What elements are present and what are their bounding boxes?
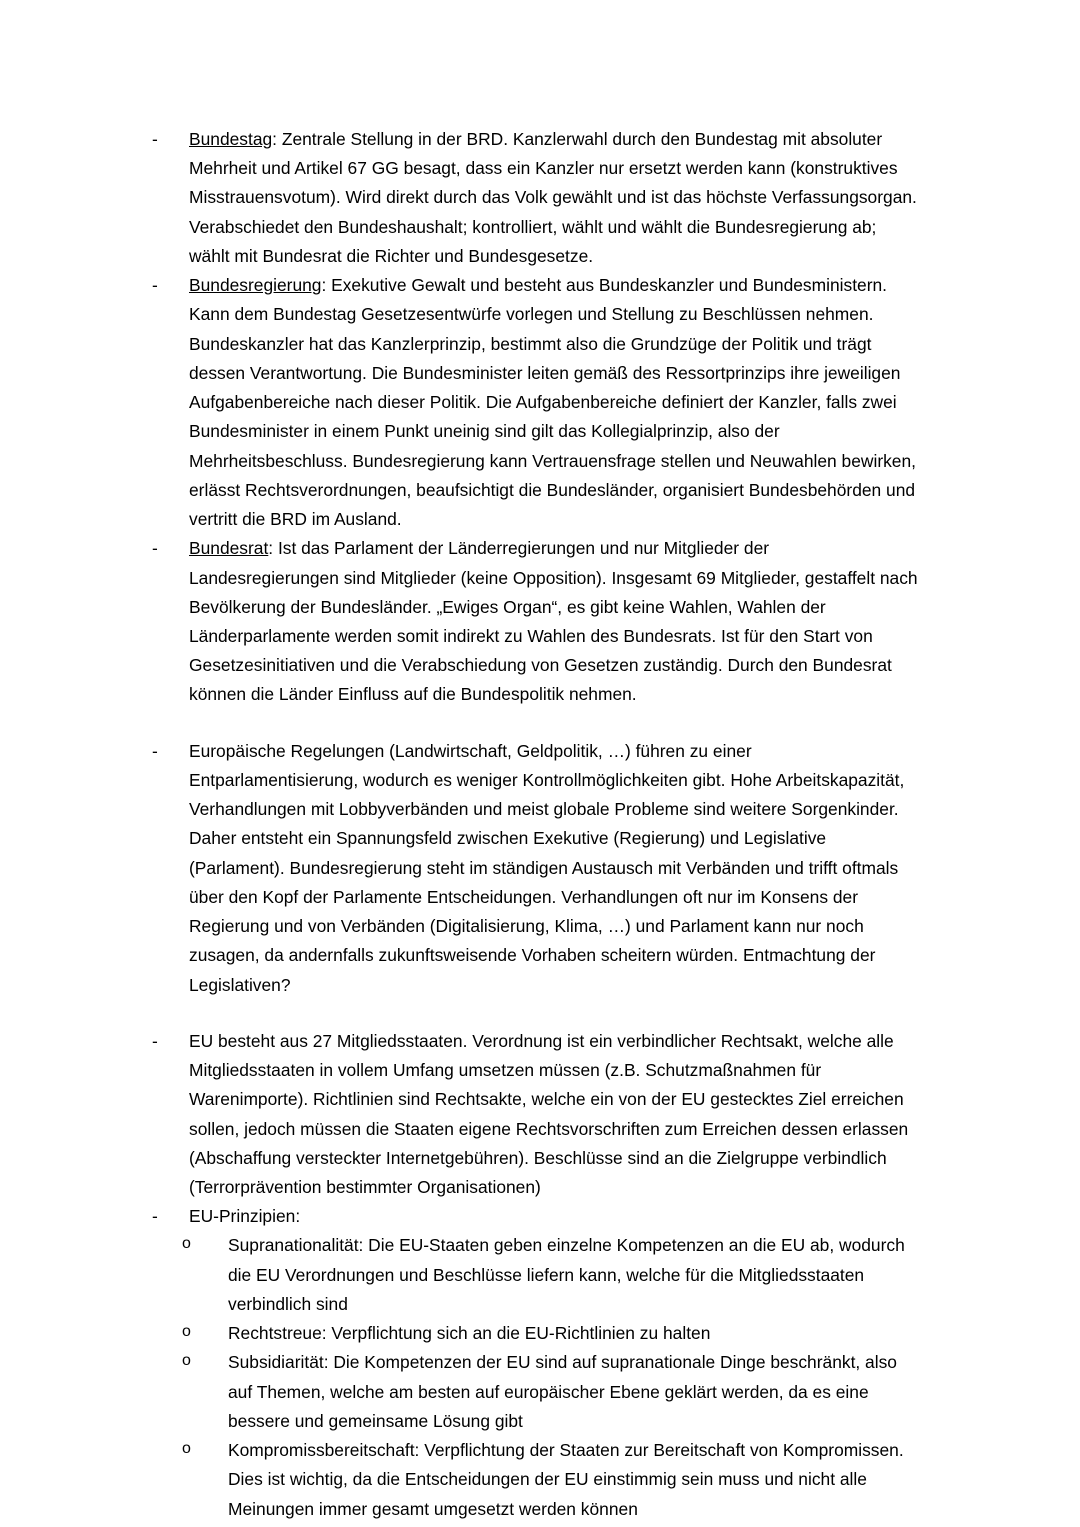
list-item [182, 1436, 920, 1524]
sub-item-text: Rechtstreue: Verpflichtung sich an die EU-Richtlinien zu halten [228, 1323, 711, 1344]
list-item [182, 1231, 920, 1319]
bullet-marker: - [152, 129, 158, 149]
paragraph-spacer [152, 1000, 920, 1027]
term-bundesrat: Bundesrat [189, 538, 269, 559]
second-bullet-list [152, 737, 920, 1000]
sub-bullet-marker: o [182, 1440, 191, 1458]
list-item [152, 534, 920, 709]
main-bullet-list [152, 125, 920, 710]
term-bundestag: Bundestag [189, 129, 273, 149]
third-bullet-list [152, 1027, 920, 1232]
eu-prinzipien-sublist [152, 1231, 920, 1523]
bullet-marker: - [152, 1206, 158, 1227]
list-item-content [189, 125, 920, 271]
document-body [152, 125, 920, 1524]
sub-item-text: Supranationalität: Die EU-Staaten geben einzelne Kompetenzen an die EU ab, wodurch die EU Verordnungen und Beschlüsse liefern kann, welche für die Mitgliedsstaaten verbindlich sind [228, 1235, 905, 1314]
bullet-marker: - [152, 1030, 158, 1051]
list-item [182, 1319, 920, 1348]
sub-item-text: Subsidiarität: Die Kompetenzen der EU sind auf supranationale Dinge beschränkt, also auf Themen, welche am besten auf europäischer Ebene geklärt werden, da es eine bessere und gemeinsame Lösung gibt [228, 1352, 897, 1431]
list-item-text: Europäische Regelungen (Landwirtschaft, Geldpolitik, …) führen zu einer Entparlamentisierung, wodurch es weniger Kontrollmöglichkeiten gibt. Hohe Arbeitskapazität, Verhandlungen mit Lobbyverbänden und meist globale Probleme sind weitere Sorgenkinder. Daher entsteht ein Spannungsfeld zwischen Exekutive (Regierung) und Legislative (Parlament). Bundesregierung steht im ständigen Austausch mit Verbänden und trifft oftmals über den Kopf der Parlamente Entscheidungen. Verhandlungen oft nur im Konsens der Regierung und von Verbänden (Digitalisierung, Klima, …) und Parlament kann nur noch zusagen, da andernfalls zukunftsweisende Vorhaben scheitern würden. Entmachtung der Legislativen? [189, 740, 905, 995]
list-item [152, 737, 920, 1000]
list-item-text: : Ist das Parlament der Länderregierungen und nur Mitglieder der Landesregierungen sind Mitglieder (keine Opposition). Insgesamt 69 Mitglieder, gestaffelt nach Bevölkerung der Bundesländer. „Ewiges Organ“, es gibt keine Wahlen, Wahlen der Länderparlamente werden somit indirekt zu Wahlen des Bundesrats. Ist für den Start von Gesetzesinitiativen und die Verabschiedung von Gesetzen zuständig. Durch den Bundesrat können die Länder Einfluss auf die Bundespolitik nehmen. [189, 538, 918, 705]
list-item-content [189, 271, 920, 534]
list-item-text: EU besteht aus 27 Mitgliedsstaaten. Verordnung ist ein verbindlicher Rechtsakt, welche alle Mitgliedsstaaten in vollem Umfang umsetzen müssen (z.B. Schutzmaßnahmen für Warenimporte). Richtlinien sind Rechtsakte, welche ein von der EU gestecktes Ziel erreichen sollen, jedoch müssen die Staaten eigene Rechtsvorschriften zum Erreichen dessen erlassen (Abschaffung versteckter Internetgebühren). Beschlüsse sind an die Zielgruppe verbindlich (Terrorprävention bestimmter Organisationen) [189, 1030, 909, 1197]
sub-item-text: Kompromissbereitschaft: Verpflichtung der Staaten zur Bereitschaft von Kompromissen. Dies ist wichtig, da die Entscheidungen der EU einstimmig sein muss und nicht alle Meinungen immer gesamt umgesetzt werden können [228, 1440, 904, 1519]
list-item [152, 1027, 920, 1202]
list-item [182, 1348, 920, 1436]
sub-bullet-marker: o [182, 1323, 191, 1341]
term-bundesregierung: Bundesregierung [189, 275, 322, 296]
list-item-text: EU-Prinzipien: [189, 1206, 301, 1227]
bullet-marker: - [152, 740, 158, 761]
paragraph-spacer [152, 710, 920, 737]
sub-bullet-marker: o [182, 1352, 191, 1370]
list-item [152, 1202, 920, 1231]
list-item-text: : Zentrale Stellung in der BRD. Kanzlerwahl durch den Bundestag mit absoluter Mehrheit und Artikel 67 GG besagt, dass ein Kanzler nur ersetzt werden kann (konstruktives Misstrauensvotum). Wird direkt durch das Volk gewählt und ist das höchste Verfassungsorgan. Verabschiedet den Bundeshaushalt; kontrolliert, wählt und wählt die Bundesregierung ab; wählt mit Bundesrat die Richter und Bundesgesetze. [189, 129, 917, 266]
bullet-marker: - [152, 538, 158, 559]
sub-bullet-marker: o [182, 1235, 191, 1253]
list-item-content [189, 534, 920, 709]
list-item-text: : Exekutive Gewalt und besteht aus Bundeskanzler und Bundesministern. Kann dem Bundestag Gesetzesentwürfe vorlegen und Stellung zu Beschlüssen nehmen. Bundeskanzler hat das Kanzlerprinzip, bestimmt also die Grundzüge der Politik und trägt dessen Verantwortung. Die Bundesminister leiten gemäß des Ressortprinzips ihre jeweiligen Aufgabenbereiche nach dieser Politik. Die Aufgabenbereiche definiert der Kanzler, falls zwei Bundesminister in einem Punkt uneinig sind gilt das Kollegialprinzip, also der Mehrheitsbeschluss. Bundesregierung kann Vertrauensfrage stellen und Neuwahlen bewirken, erlässt Rechtsverordnungen, beaufsichtigt die Bundesländer, organisiert Bundesbehörden und vertritt die BRD im Ausland. [189, 275, 916, 530]
list-item [152, 271, 920, 534]
list-item [152, 125, 920, 271]
bullet-marker: - [152, 275, 158, 296]
